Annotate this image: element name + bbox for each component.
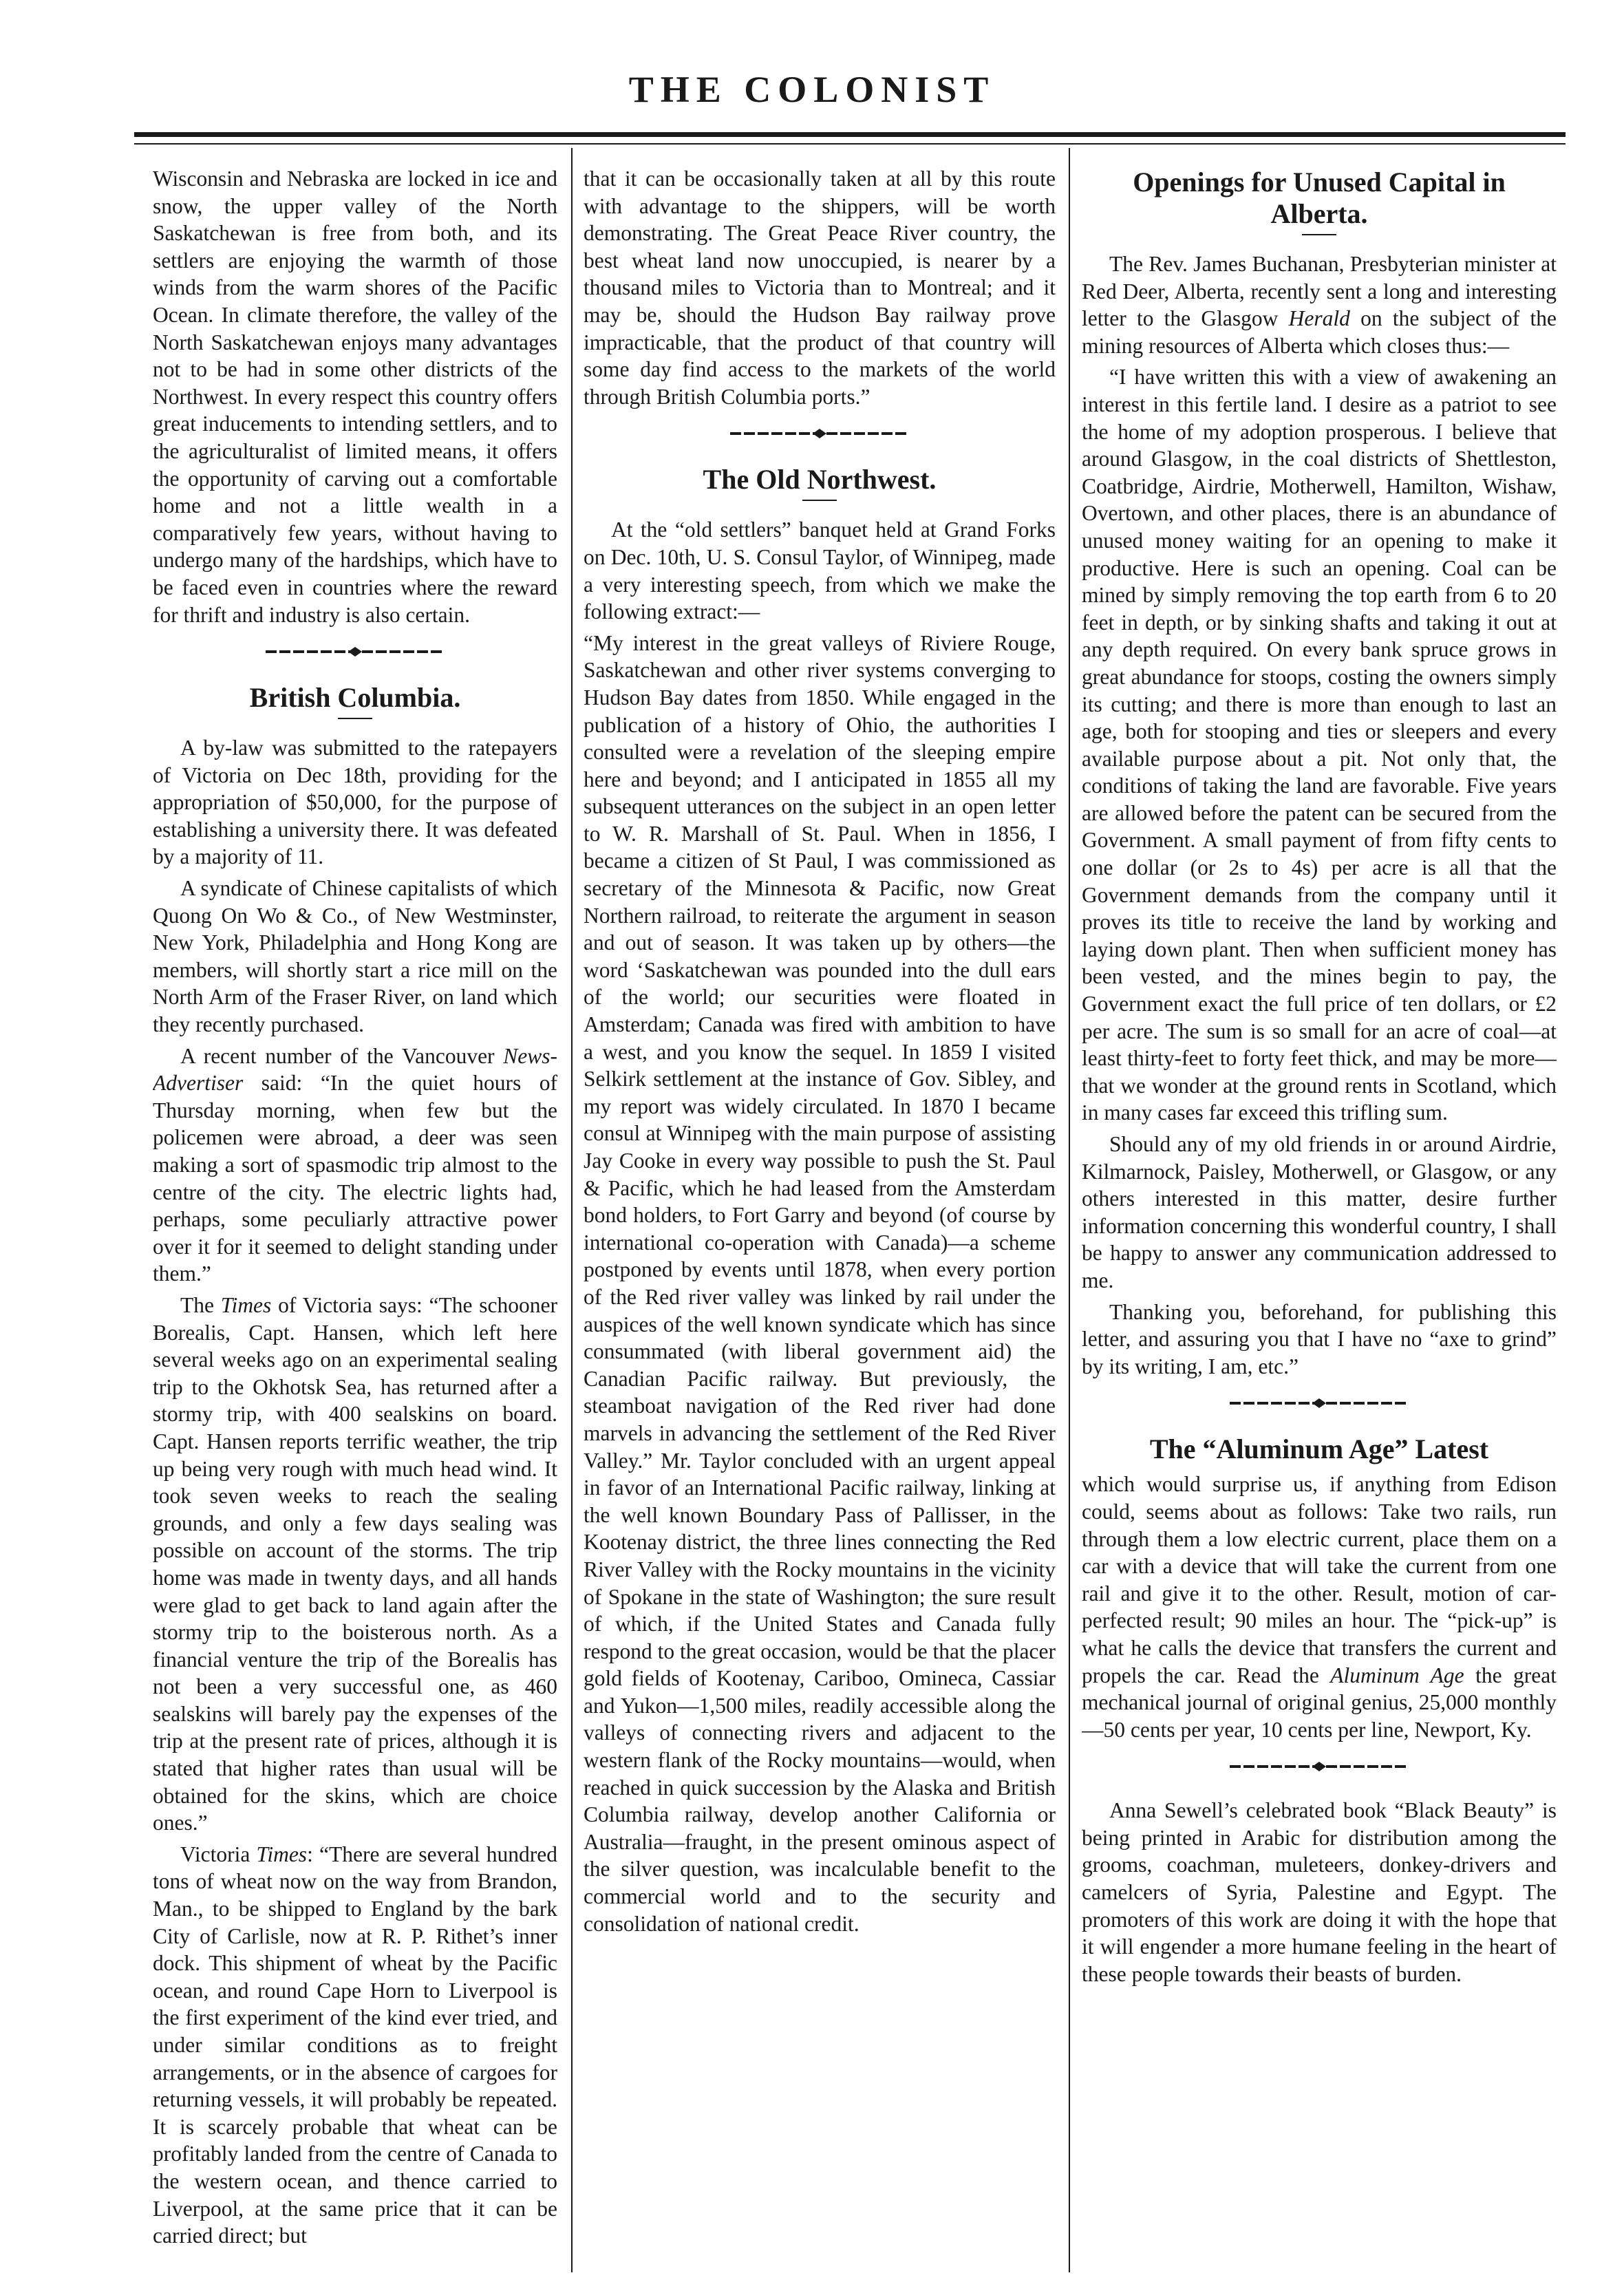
paragraph-peace-river: that it can be occasionally taken at all by this route with advantage to the shippers, will be worth demonstrating. The Great Peace River country, the best wheat land now unoccupied, is nearer by a thousand miles to Victoria than to Montreal; and it may be, should the Hudson Bay railway prove impracticable, that the product of that country will some day find access to the markets of the world through British Columbia ports.” <box>584 167 1056 409</box>
masthead-rule-thin <box>134 143 1566 145</box>
heading-british-columbia: British Columbia. <box>249 682 461 714</box>
paragraph-edison: which would surprise us, if anything from Edison could, seems about as follows: Take two rails, run through them a low electric current, place them on a car with a device that will take the current from one rail and give it to the other. Result, motion of car-perfected result; 90 miles an hour. The “pick-up” is what he calls the device that transfers the current and propels the car. Read the Aluminum Age the great mechanical journal of original genius, 25,000 monthly—50 cents per year, 10 cents per line, Newport, Ky. <box>1082 1472 1557 1742</box>
heading-old-northwest: The Old Northwest. <box>703 464 937 495</box>
paragraph-borealis: The Times of Victoria says: “The schooner Borealis, Capt. Hansen, which left here several weeks ago on an experimental sealing trip to the Okhotsk Sea, has returned after a stormy trip, with 400 sealskins on board. Capt. Hansen reports terrific weather, the trip up being very rough with much head wind. It took seven weeks to reach the sealing grounds, and only a few days sealing was possible on account of the storms. The trip home was made in twenty days, and all hands were glad to get back to land again after the stormy trip to the boisterous north. As a financial venture the trip of the Borealis has not been a very successful one, as 460 sealskins will barely pay the expenses of the trip at the present rate of prices, although it is stated that higher rates than usual will be obtained for the skins, which are choice ones.” <box>153 1292 557 1835</box>
column-2 <box>584 165 1056 2274</box>
paragraph-buchanan: The Rev. James Buchanan, Presbyterian minister at Red Deer, Alberta, recently sent a long and interesting letter to the Glasgow Herald on the subject of the mining resources of Alberta which closes thus:— <box>1082 252 1557 358</box>
paragraph-wheat-shipment: Victoria Times: “There are several hundred tons of wheat now on the way from Brandon, Man., to be shipped to England by the bark City of Carlisle, now at R. P. Rithet’s inner dock. This shipment of wheat by the Pacific ocean, and round Cape Horn to Liverpool is the first experiment of the kind ever tried, and under similar conditions as to freight arrangements, or in the absence of cargoes for returning vessels, it will probably be repeated. It is scarcely probable that wheat can be profitably landed from the centre of Canada to the western ocean, and thence carried to Liverpool, at the same price that it can be carried direct; but <box>153 1842 557 2248</box>
paragraph-taylor-speech: “My interest in the great valleys of Riviere Rouge, Saskatchewan and other river systems converging to Hudson Bay dates from 1850. While engaged in the publication of a history of Ohio, the authorities I consulted were a revelation of the sleeping empire here and beyond; and I anticipated in 1855 all my subsequent utterances on the subject in an open letter to W. R. Marshall of St. Paul. When in 1856, I became a citizen of St Paul, I was commissioned as secretary of the Minnesota & Pacific, now Great Northern railroad, to reiterate the argument in season and out of season. It was taken up by others—the word ‘Saskatchewan was pounded into the dull ears of the world; our securities were floated in Amsterdam; Canada was fired with ambition to have a west, and you know the sequel. In 1859 I visited Selkirk settlement at the instance of Gov. Sibley, and my report was widely circulated. In 1870 I became consul at Winnipeg with the main purpose of assisting Jay Cooke in every way possible to push the St. Paul & Pacific, which he had leased from the Amsterdam bond holders, to Fort Garry and beyond (of course by international co-operation with Canada)—a scheme postponed by events until 1878, when every portion of the Red river valley was linked by rail under the auspices of the well known syndicate which has since consummated (with liberal government aid) the Canadian Pacific railway. But previously, the steamboat navigation of the Red river had done marvels in advancing the settlement of the Red River Valley.” Mr. Taylor concluded with an urgent appeal in favor of an International Pacific railway, linking at the well known Boundary Pass of Pallisser, in the Kootenay district, the three lines connecting the Red River Valley with the Rocky mountains in the vicinity of Spokane in the state of Washington; the sure result of which, if the United States and Canada fully respond to the great occasion, would be that the placer gold fields of Kootenay, Cariboo, Omineca, Cassiar and Yukon—1,500 miles, readily accessible along the valleys of connecting rivers and adjacent to the western flank of the Rocky mountains—would, when reached in quick succession by the Alaska and British Columbia railway, develop another California or Australia—fraught, in the present ominous aspect of the silver question, was incalculable benefit to the commercial world and to the security and consolidation of national credit. <box>584 630 1056 1936</box>
column-1 <box>153 165 557 2274</box>
paragraph-bylaw: A by-law was submitted to the ratepayers of Victoria on Dec 18th, providing for the appropriation of $50,000, for the purpose of establishing a university there. It was defeated by a majority of 11. <box>153 736 557 869</box>
article-intro-paragraph: Wisconsin and Nebraska are locked in ice and snow, the upper valley of the North Saskatchewan is free from both, and its settlers are enjoying the warmth of those winds from the warm shores of the Pacific Ocean. In climate therefore, the valley of the North Saskatchewan enjoys many advantages not to be had in some other districts of the Northwest. In every respect this country offers great inducements to intending settlers, and to the agriculturalist of limited means, it offers the opportunity of carving out a comfortable home and not a little wealth in a comparatively few years, without having to undergo many of the hardships, which have to be faced even in countries where the reward for thrift and industry is also certain. <box>153 167 557 627</box>
paragraph-old-friends: Should any of my old friends in or around Airdrie, Kilmarnock, Paisley, Motherwell, or Glasgow, or any others interested in this matter, desire further information concerning this wonderful country, I shall be happy to answer any communication addressed to me. <box>1082 1132 1557 1292</box>
paragraph-letter: “I have written this with a view of awakening an interest in this fertile land. I desire as a patriot to see the home of my adoption prosperous. I believe that around Glasgow, in the coal districts of Shettleston, Coatbridge, Airdrie, Motherwell, Hamilton, Wishaw, Overtown, and other places, there is an abundance of unused money waiting for an opening to make it productive. Here is such an opening. Coal can be mined by simply removing the top earth from 6 to 20 feet in depth, or by sinking shafts and taking it out at any depth required. On every bank spruce grows in great abundance for stoops, costing the owners simply its cutting; and there is more than enough to last an age, both for stooping and ties or sleepers and every available purpose about a pit. Not only that, the conditions of taking the land are favorable. Five years are allowed before the patent can be secured from the Government. A small payment of from fifty cents to one dollar (or 2s to 4s) per acre is all that the Government demands from the company until it proves its title to receive the land by working and laying down plant. Then when sufficient money has been vested, and the mines begin to pay, the Government exact the full price of ten dollars, or £2 per acre. The sum is so small for an acre of coal—at least thirty-feet to forty feet thick, and may be more—that we wonder at the ground rents in Scotland, which in many cases far exceed this trifling sum. <box>1082 365 1557 1125</box>
masthead-rule-thick <box>134 132 1566 137</box>
paragraph-thanking: Thanking you, beforehand, for publishing this letter, and assuring you that I have no “axe to grind” by its writing, I am, etc.” <box>1082 1299 1557 1378</box>
paragraph-news-advertiser: A recent number of the Vancouver News-Advertiser said: “In the quiet hours of Thursday morning, when few but the policemen were abroad, a deer was seen making a sort of spasmodic trip almost to the centre of the city. The electric lights had, perhaps, some peculiarly attractive power over it for it seemed to delight standing under them.” <box>153 1043 557 1286</box>
section-divider <box>1082 1760 1557 1773</box>
paragraph-rice-mill: A syndicate of Chinese capitalists of which Quong On Wo & Co., of New Westminster, New York, Philadelphia and Hong Kong are members, will shortly start a rice mill on the North Arm of the Fraser River, on land which they recently purchased. <box>153 876 557 1037</box>
masthead: THE COLONIST <box>628 69 996 110</box>
paragraph-banquet: At the “old settlers” banquet held at Grand Forks on Dec. 10th, U. S. Consul Taylor, of Winnipeg, made a very interesting speech, from which we make the following extract:— <box>584 518 1056 624</box>
heading-underline <box>802 500 837 501</box>
heading-openings: Openings for Unused Capital in Alberta. <box>1133 167 1506 229</box>
paragraph-black-beauty: Anna Sewell’s celebrated book “Black Beauty” is being printed in Arabic for distribution among the grooms, coachman, muleteers, donkey-drivers and camelcers of Syria, Palestine and Egypt. The promoters of this work are doing it with the hope that it will engender a more humane feeling in the heart of these people towards their beasts of burden. <box>1082 1798 1557 1986</box>
column-rule-1 <box>571 148 573 2272</box>
column-3 <box>1082 165 1557 2274</box>
heading-underline <box>1302 234 1336 235</box>
heading-underline <box>338 718 372 719</box>
section-divider <box>1082 1396 1557 1410</box>
section-divider <box>153 645 557 659</box>
column-rule-2 <box>1069 148 1070 2272</box>
heading-aluminum-age: The “Aluminum Age” Latest <box>1149 1433 1489 1465</box>
section-divider <box>584 427 1056 440</box>
